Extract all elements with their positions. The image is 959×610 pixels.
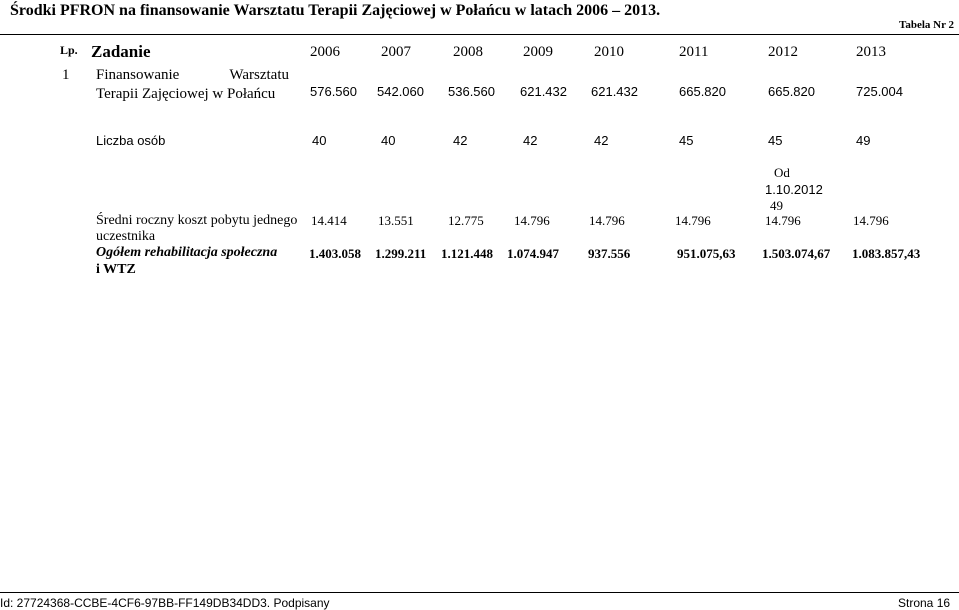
header-zadanie: Zadanie	[91, 42, 151, 61]
document-id: Id: 27724368-CCBE-4CF6-97BB-FF149DB34DD3. Podpisany	[0, 596, 330, 610]
row1-value: 576.560	[310, 84, 357, 99]
header-divider	[0, 34, 959, 35]
table-number: Tabela Nr 2	[899, 19, 955, 31]
row3-value: 14.414	[311, 213, 347, 228]
row2-value: 42	[594, 133, 609, 148]
row1-value: 621.432	[520, 84, 567, 99]
row3-label-line2: uczestnika	[96, 229, 156, 244]
row1-label-line1	[96, 67, 289, 84]
row3-label-line1: Średni roczny koszt pobytu jednego	[96, 213, 298, 228]
row1-value: 621.432	[591, 84, 638, 99]
row4-value: 1.074.947	[507, 246, 559, 261]
header-year: 2011	[679, 44, 709, 60]
row3-value: 13.551	[378, 213, 414, 228]
page-number: Strona 16	[898, 596, 951, 610]
row2-note-date: 1.10.2012	[765, 182, 823, 197]
row3-value: 14.796	[765, 213, 801, 228]
row2-value: 40	[381, 133, 396, 148]
header-year: 2006	[310, 44, 340, 60]
row4-value: 1.503.074,67	[762, 246, 831, 261]
row3-value: 14.796	[514, 213, 550, 228]
row4-value: 1.403.058	[309, 246, 361, 261]
page-title: Środki PFRON na finansowanie Warsztatu Terapii Zajęciowej w Połańcu w latach 2006 – 2013.	[10, 2, 661, 19]
row2-value: 49	[856, 133, 871, 148]
header-year: 2013	[856, 44, 886, 60]
row2-value: 42	[523, 133, 538, 148]
row1-label-word2: Warsztatu	[229, 67, 289, 83]
row4-label-line2: i WTZ	[96, 262, 136, 277]
header-year: 2012	[768, 44, 798, 60]
row3-value: 14.796	[853, 213, 889, 228]
row1-value: 725.004	[856, 84, 903, 99]
header-year: 2010	[594, 44, 624, 60]
header-lp: Lp.	[60, 43, 78, 57]
row1-label-line2: Terapii Zajęciowej w Połańcu	[96, 86, 276, 102]
header-year: 2007	[381, 44, 411, 60]
row2-note-value: 49	[770, 198, 783, 213]
row4-label-line1: Ogółem rehabilitacja społeczna	[96, 245, 278, 260]
row2-value: 42	[453, 133, 468, 148]
row2-label: Liczba osób	[96, 133, 166, 148]
row2-value: 40	[312, 133, 327, 148]
row1-value: 542.060	[377, 84, 424, 99]
header-year: 2009	[523, 44, 553, 60]
row1-label-word1: Finansowanie	[96, 67, 180, 83]
row4-value: 1.299.211	[375, 246, 427, 261]
row1-value: 536.560	[448, 84, 495, 99]
row4-value: 951.075,63	[677, 246, 736, 261]
row1-value: 665.820	[679, 84, 726, 99]
row3-value: 14.796	[589, 213, 625, 228]
row4-value: 937.556	[588, 246, 631, 261]
row-number: 1	[62, 67, 70, 83]
header-year: 2008	[453, 44, 483, 60]
row3-value: 12.775	[448, 213, 484, 228]
row4-value: 1.083.857,43	[852, 246, 921, 261]
row2-value: 45	[679, 133, 694, 148]
row4-value: 1.121.448	[441, 246, 493, 261]
footer-divider	[0, 592, 959, 593]
row1-value: 665.820	[768, 84, 815, 99]
row3-value: 14.796	[675, 213, 711, 228]
row2-note-od: Od	[774, 165, 790, 180]
row2-value: 45	[768, 133, 783, 148]
